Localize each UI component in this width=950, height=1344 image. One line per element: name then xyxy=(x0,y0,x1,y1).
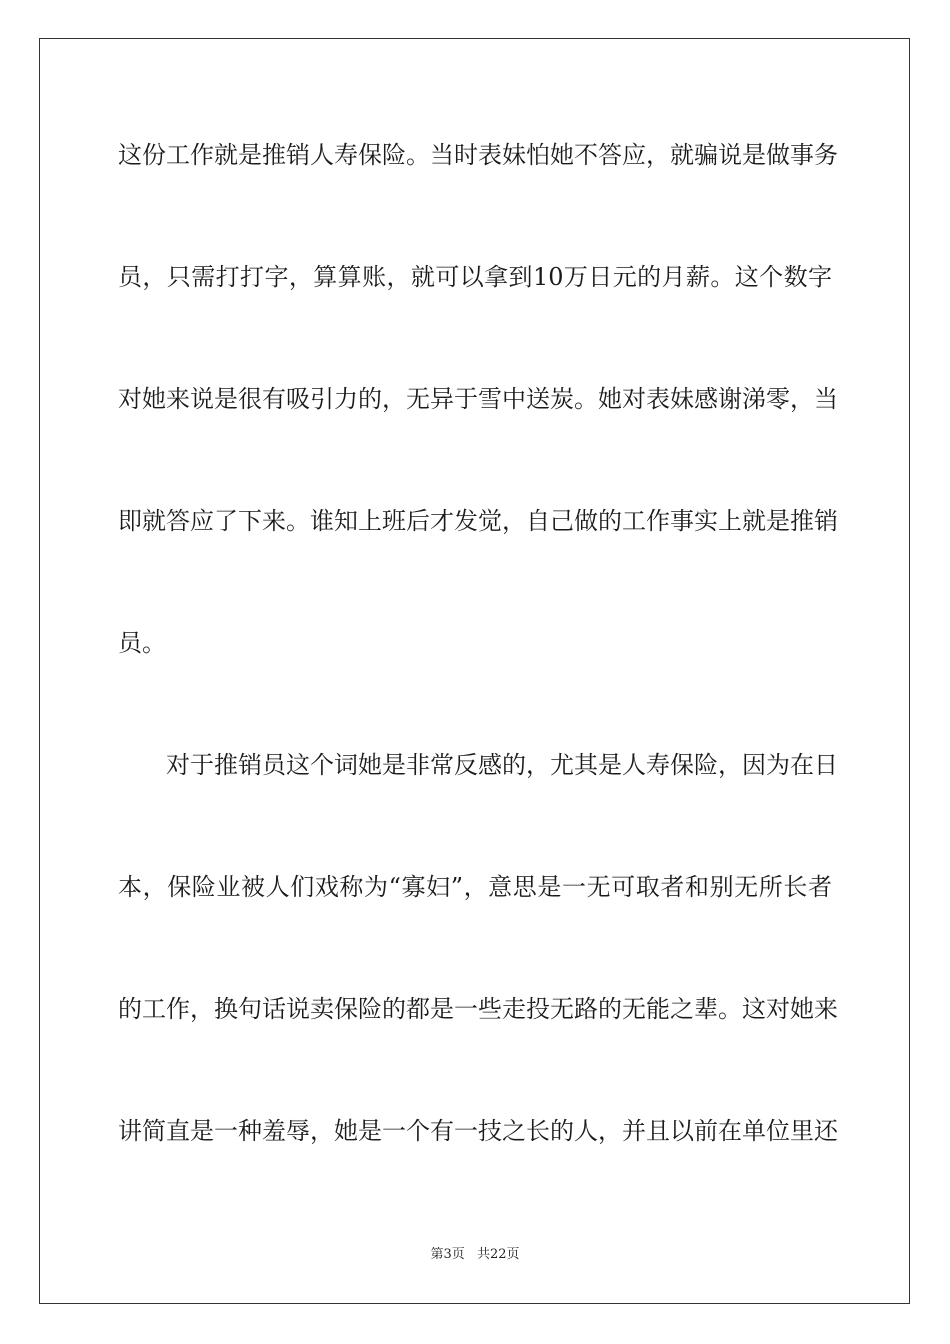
page-number: 第3页 xyxy=(430,1247,465,1262)
text-line: 本，保险业被人们戏称为“寡妇”，意思是一无可取者和别无所长者 xyxy=(118,873,832,901)
page-footer xyxy=(0,1246,950,1264)
text-line: 对她来说是很有吸引力的，无异于雪中送炭。她对表妹感谢涕零，当 xyxy=(118,385,838,413)
text-line: 的工作，换句话说卖保险的都是一些走投无路的无能之辈。这对她来 xyxy=(118,995,838,1023)
text-line: 这份工作就是推销人寿保险。当时表妹怕她不答应，就骗说是做事务 xyxy=(118,141,838,169)
text-line: 即就答应了下来。谁知上班后才发觉，自己做的工作事实上就是推销 xyxy=(118,507,838,535)
page-total: 共22页 xyxy=(476,1247,520,1262)
text-line: 员。 xyxy=(118,629,166,657)
page-border xyxy=(39,38,910,1304)
text-line: 员，只需打打字，算算账，就可以拿到10万日元的月薪。这个数字 xyxy=(118,263,832,291)
text-line: 讲简直是一种羞辱，她是一个有一技之长的人，并且以前在单位里还 xyxy=(118,1117,838,1145)
text-line: 对于推销员这个词她是非常反感的，尤其是人寿保险，因为在日 xyxy=(166,751,838,779)
